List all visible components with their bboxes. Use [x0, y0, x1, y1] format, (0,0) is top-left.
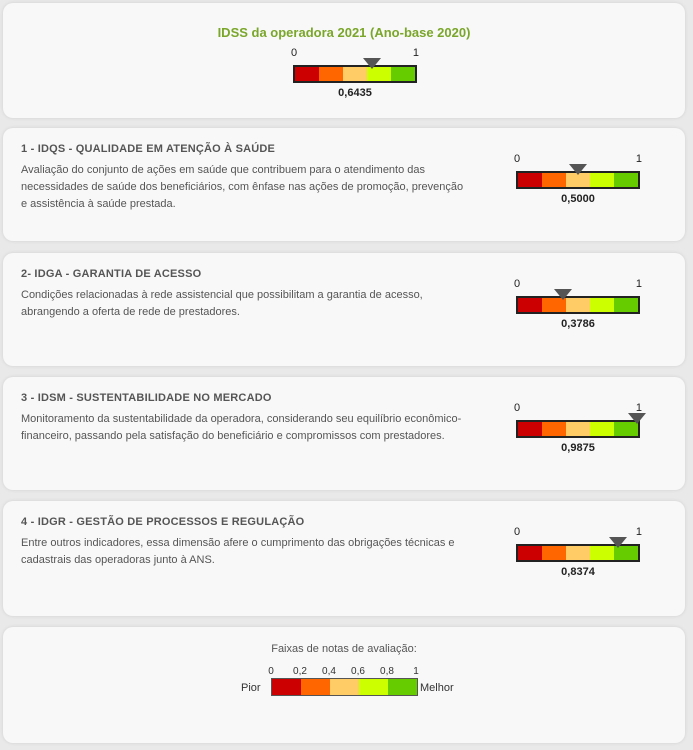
meter-max-label: 1 — [635, 526, 642, 538]
meter-band-2 — [542, 422, 566, 436]
dimension-meter — [516, 526, 640, 586]
meter-min-label: 0 — [514, 402, 521, 414]
legend-tick: 1 — [413, 666, 419, 677]
meter-band-3 — [566, 546, 590, 560]
meter-band-5 — [391, 67, 415, 81]
meter-band-3 — [566, 422, 590, 436]
legend-title: Faixas de notas de avaliação: — [271, 643, 417, 655]
legend-best-label: Melhor — [420, 682, 454, 694]
meter-band-5 — [614, 173, 638, 187]
legend-tick: 0,4 — [322, 666, 336, 677]
meter-min-label: 0 — [514, 153, 521, 165]
meter-band-3 — [566, 298, 590, 312]
legend-band-3 — [330, 679, 359, 695]
meter-band-2 — [542, 298, 566, 312]
meter-band-1 — [295, 67, 319, 81]
meter-min-label: 0 — [514, 526, 521, 538]
meter-bar — [293, 65, 417, 83]
meter-band-4 — [367, 67, 391, 81]
meter-band-2 — [542, 173, 566, 187]
meter-bar — [516, 420, 640, 438]
meter-value: 0,3786 — [561, 318, 595, 330]
meter-band-1 — [518, 173, 542, 187]
meter-pointer-icon — [569, 164, 587, 175]
meter-band-5 — [614, 298, 638, 312]
dimension-description: Entre outros indicadores, essa dimensão afere o cumprimento das obrigações técnicas e cadastrais das operadoras junto à ANS. — [21, 537, 455, 566]
meter-band-3 — [566, 173, 590, 187]
meter-max-label: 1 — [412, 47, 419, 59]
summary-title: IDSS da operadora 2021 (Ano-base 2020) — [217, 25, 471, 40]
meter-min-label: 0 — [514, 278, 521, 290]
meter-band-1 — [518, 422, 542, 436]
meter-band-5 — [614, 546, 638, 560]
meter-band-5 — [614, 422, 638, 436]
meter-band-2 — [319, 67, 343, 81]
dimension-description: Monitoramento da sustentabilidade da operadora, considerando seu equilíbrio econômico-financeiro, passando pela satisfação do beneficiário e compromissos com prestadores. — [21, 413, 462, 442]
meter-max-label: 1 — [635, 278, 642, 290]
dimension-panel-idgr — [3, 501, 685, 616]
meter-min-label: 0 — [291, 47, 298, 59]
meter-pointer-icon — [554, 289, 572, 300]
meter-pointer-icon — [363, 58, 381, 69]
legend-tick: 0,2 — [293, 666, 307, 677]
legend-ticks — [268, 666, 421, 678]
legend-color-bar — [271, 678, 418, 696]
legend-tick: 0 — [268, 666, 274, 677]
legend-tick: 0,6 — [351, 666, 365, 677]
meter-band-4 — [590, 298, 614, 312]
dimension-description: Condições relacionadas à rede assistencial que possibilitam a garantia de acesso, abrangendo a oferta de rede de prestadores. — [21, 289, 423, 318]
meter-max-label: 1 — [635, 153, 642, 165]
dimension-title: 2- IDGA - GARANTIA DE ACESSO — [21, 268, 202, 280]
dimension-panel-idga — [3, 253, 685, 366]
dimension-meter — [516, 278, 640, 338]
legend-tick: 0,8 — [380, 666, 394, 677]
meter-max-label: 1 — [635, 402, 642, 414]
meter-pointer-icon — [609, 537, 627, 548]
summary-meter — [293, 47, 417, 107]
legend-band-5 — [388, 679, 417, 695]
meter-band-4 — [590, 422, 614, 436]
dimension-title: 1 - IDQS - QUALIDADE EM ATENÇÃO À SAÚDE — [21, 143, 276, 155]
meter-value: 0,5000 — [561, 193, 595, 205]
meter-bar — [516, 296, 640, 314]
meter-value: 0,8374 — [561, 566, 595, 578]
dimension-title: 3 - IDSM - SUSTENTABILIDADE NO MERCADO — [21, 392, 272, 404]
legend-band-4 — [359, 679, 388, 695]
dimension-meter — [516, 153, 640, 213]
meter-band-1 — [518, 546, 542, 560]
dimension-panel-idsm — [3, 377, 685, 490]
meter-band-1 — [518, 298, 542, 312]
meter-band-4 — [590, 173, 614, 187]
meter-pointer-icon — [628, 413, 646, 424]
summary-panel — [3, 3, 685, 118]
dimension-description: Avaliação do conjunto de ações em saúde que contribuem para o atendimento das necessidades de saúde dos beneficiários, com ênfase nas ações de promoção, prevenção e assistência à saúde prestada. — [21, 164, 464, 210]
legend-worst-label: Pior — [241, 682, 261, 694]
rating-legend-panel — [3, 627, 685, 743]
meter-band-4 — [590, 546, 614, 560]
dimension-meter — [516, 402, 640, 462]
meter-band-3 — [343, 67, 367, 81]
legend-band-2 — [301, 679, 330, 695]
meter-band-2 — [542, 546, 566, 560]
legend-band-1 — [272, 679, 301, 695]
meter-value: 0,6435 — [338, 87, 372, 99]
meter-value: 0,9875 — [561, 442, 595, 454]
dimension-panel-idqs — [3, 128, 685, 241]
dimension-title: 4 - IDGR - GESTÃO DE PROCESSOS E REGULAÇÃO — [21, 516, 305, 528]
